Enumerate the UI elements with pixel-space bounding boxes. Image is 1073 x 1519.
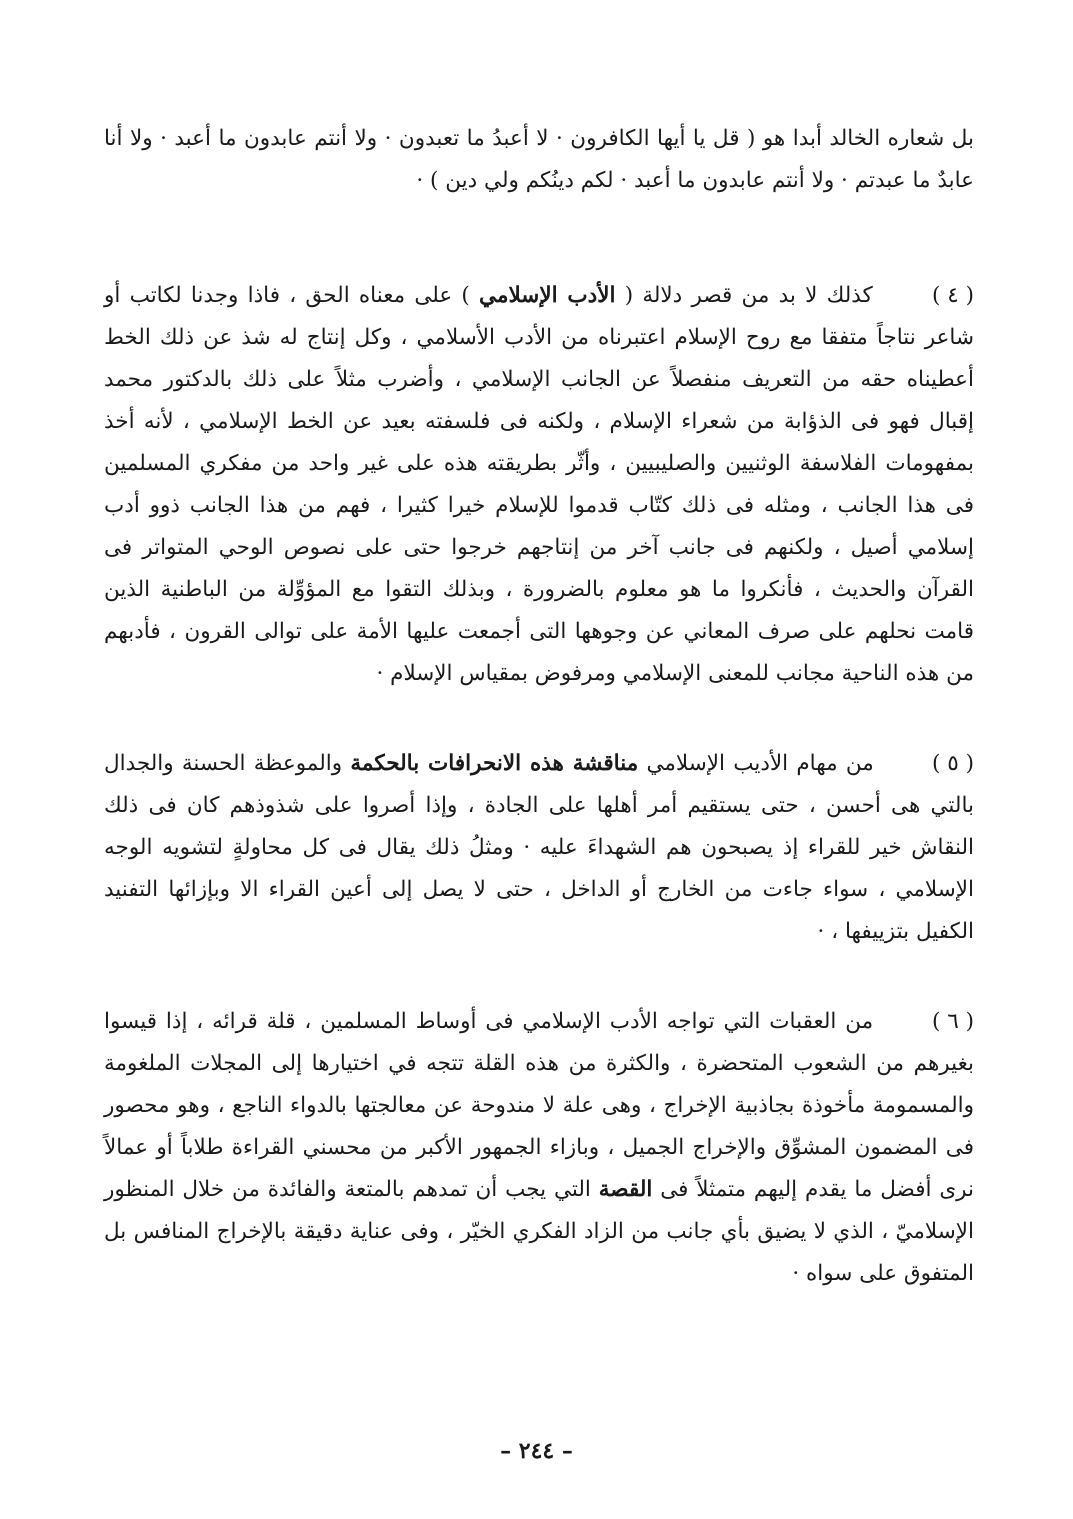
paragraph-text-start: من مهام الأديب الإسلامي: [646, 751, 874, 776]
paragraph-6: [104, 1001, 974, 1295]
intro-text: بل شعاره الخالد أبدا هو ( قل يا أيها الكافرون · لا أعبدُ ما تعبدون · ولا أنتم عابدون ما أعبد · ولا أنا عابدٌ ما عبدتم · ولا أنتم عابدون ما أعبد · لكم دينُكم ولي دين ) ·: [104, 126, 974, 193]
intro-paragraph: [104, 118, 974, 202]
paragraph-number: ( ٤ ): [931, 283, 975, 308]
bold-phrase: القصة: [598, 1177, 653, 1202]
bold-phrase: الأدب الإسلامي: [479, 283, 616, 308]
page-number: – ٢٤٤ –: [500, 1438, 573, 1464]
paragraph-number: ( ٥ ): [931, 751, 974, 776]
paragraph-5: [104, 743, 974, 953]
bold-phrase: مناقشة هذه الانحرافات بالحكمة: [350, 751, 639, 776]
paragraph-number: ( ٦ ): [931, 1009, 974, 1034]
paragraph-4: [104, 275, 974, 695]
paragraph-text-rest: ) على معناه الحق ، فاذا وجدنا لكاتب أو شاعر نتاجاً متفقا مع روح الإسلام اعتبرناه من الأدب الأسلامي ، وكل إنتاج له شذ عن ذلك الخط أعطيناه حقه من التعريف منفصلاً عن الجانب الإسلامي ، وأضرب مثلاً على ذلك بالدكتور محمد إقبال فهو فى الذؤابة من شعراء الإسلام ، ولكنه فى فلسفته بعيد عن الخط الإسلامي ، لأنه أخذ بمفهومات الفلاسفة الوثنيين والصليبيين ، وأثّر بطريقته هذه على غير واحد من مفكري المسلمين فى هذا الجانب ، ومثله فى ذلك كتّاب قدموا للإسلام خيرا كثيرا ، فهم من هذا الجانب ذوو أدب إسلامي أصيل ، ولكنهم فى جانب آخر من إنتاجهم خرجوا حتى على نصوص الوحي المتواتر فى القرآن والحديث ، فأنكروا ما هو معلوم بالضرورة ، وبذلك التقوا مع المؤوِّلة من الباطنية الذين قامت نحلهم على صرف المعاني عن وجوهها التى أجمعت عليها الأمة على توالى القرون ، فأدبهم من هذه الناحية مجانب للمعنى الإسلامي ومرفوض بمقياس الإسلام ·: [104, 283, 974, 686]
document-body: [104, 118, 974, 1295]
paragraph-text-rest: والموعظة الحسنة والجدال بالتي هى أحسن ، حتى يستقيم أمر أهلها على الجادة ، وإذا أصروا على شذوذهم كان فى ذلك النقاش خير للقراء إذ يصبحون هم الشهداءَ عليه · ومثلُ ذلك يقال فى كل محاولةٍ لتشويه الوجه الإسلامي ، سواء جاءت من الخارج أو الداخل ، حتى لا يصل إلى أعين القراء الا وبإزائها التفنيد الكفيل بتزييفها ، ·: [104, 751, 974, 944]
paragraph-text-start: من العقبات التي تواجه الأدب الإسلامي فى أوساط المسلمين ، قلة قرائه ، إذا قيسوا بغيرهم من الشعوب المتحضرة ، والكثرة من هذه القلة تتجه في اختيارها إلى المجلات الملغومة والمسمومة مأخوذة بجاذبية الإخراج ، وهى علة لا مندوحة عن معالجتها بالدواء الناجع ، وهو محصور فى المضمون المشوِّق والإخراج الجميل ، وبازاء الجمهور الأكبر من محسني القراءة طلاباً أو عمالاً نرى أفضل ما يقدم إليهم متمثلاً فى: [104, 1009, 974, 1202]
paragraph-text-start: كذلك لا بد من قصر دلالة (: [624, 283, 873, 308]
paragraph-text-rest: التي يجب أن تمدهم بالمتعة والفائدة من خلال المنظور الإسلاميّ ، الذي لا يضيق بأي جانب من الزاد الفكري الخيّر ، وفى عناية دقيقة بالإخراج المنافس بل المتفوق على سواه ·: [104, 1177, 974, 1286]
